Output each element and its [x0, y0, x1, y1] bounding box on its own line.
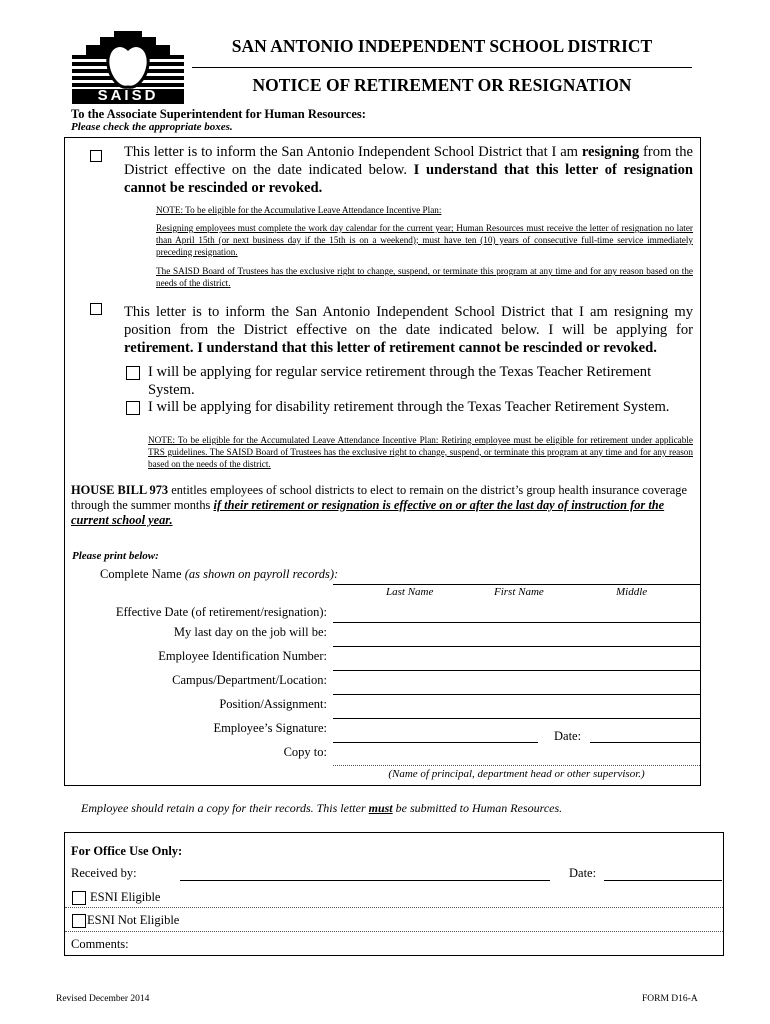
disability-retirement-label: I will be applying for disability retirement through the Texas Teacher Retirement System. — [148, 399, 670, 415]
house-bill-title: HOUSE BILL 973 — [71, 483, 169, 497]
resignation-statement — [124, 143, 693, 197]
employee-id-label: Employee Identification Number: — [158, 649, 327, 663]
resignation-note-1: Resigning employees must complete the work day calendar for the current year; Human Resources must receive the letter of resignation no later than April 15th (or next business day if the 15th is on a weekend); must have ten (10) years of consecutive full-time service immediately preceding resignation. — [156, 223, 693, 257]
esni-divider — [65, 907, 723, 908]
retain-must: must — [368, 801, 393, 815]
retirement-note: NOTE: To be eligible for the Accumulated Leave Attendance Incentive Plan: Retiring employee must be eligible for retirement under applicable TRS guidelines. The SAISD Board of Trustees has the exclusive right to change, suspend, or terminate this program at any time and for any reason based on the needs of the district. — [148, 435, 693, 469]
complete-name-field[interactable] — [333, 584, 700, 585]
retain-text-b: be submitted to Human Resources. — [395, 801, 563, 815]
house-bill-emphasis: if their retirement or resignation is effective on or after the last day of instruction for the current school year. — [71, 498, 665, 527]
disability-retirement-checkbox[interactable] — [126, 401, 140, 415]
last-day-label: My last day on the job will be: — [173, 625, 327, 639]
copy-to-field[interactable] — [333, 765, 700, 766]
house-bill-text: entitles employees of school districts to elect to remain on the district’s group health insurance coverage through the summer months — [71, 483, 687, 512]
resignation-bold-word: resigning — [581, 144, 640, 160]
resignation-bold-tail: I understand that this letter of resignation cannot be rescinded or revoked. — [124, 162, 693, 196]
retirement-checkbox[interactable] — [90, 303, 102, 315]
signature-field[interactable] — [333, 742, 538, 743]
first-name-caption: First Name — [494, 586, 544, 598]
regular-retirement-checkbox[interactable] — [126, 366, 140, 380]
esni-not-eligible-checkbox[interactable] — [72, 914, 86, 928]
received-by-label: Received by: — [71, 866, 137, 880]
complete-name-hint: (as shown on payroll records): — [184, 567, 339, 581]
esni-not-divider — [65, 931, 723, 932]
resignation-text-a: This letter is to inform the San Antonio Independent School District that I am — [124, 144, 579, 160]
esni-eligible-label: ESNI Eligible — [90, 890, 161, 904]
retirement-statement: This letter is to inform the San Antonio Independent School District that I am resigning my position from the District effective on the date indicated below. I will be applying for retirement. I understand that this letter of retirement cannot be rescinded or revoked. — [124, 304, 693, 356]
retain-text-a: Employee should retain a copy for their records. This letter — [81, 801, 366, 815]
esni-eligible-checkbox[interactable] — [72, 891, 86, 905]
effective-date-label: Effective Date (of retirement/resignation): — [115, 605, 327, 619]
signature-date-label: Date: — [554, 729, 582, 743]
resignation-checkbox[interactable] — [90, 150, 102, 162]
resignation-note-title: NOTE: To be eligible for the Accumulative Leave Attendance Incentive Plan: — [156, 205, 442, 215]
office-date-field[interactable] — [604, 880, 722, 881]
addressee: To the Associate Superintendent for Human Resources: — [71, 107, 366, 121]
office-date-label: Date: — [569, 866, 597, 880]
last-name-caption: Last Name — [386, 586, 434, 598]
position-field[interactable] — [333, 718, 700, 719]
copy-to-label: Copy to: — [283, 745, 327, 759]
check-instruction: Please check the appropriate boxes. — [71, 121, 233, 133]
campus-label: Campus/Department/Location: — [172, 673, 327, 687]
complete-name-text: Complete Name — [100, 567, 182, 581]
print-below-label: Please print below: — [72, 550, 159, 562]
regular-retirement-label: I will be applying for regular service retirement through the Texas Teacher Retirement System. — [148, 364, 652, 398]
office-use-title: For Office Use Only: — [71, 844, 183, 858]
house-bill-paragraph — [71, 483, 691, 528]
campus-field[interactable] — [333, 694, 700, 695]
signature-date-field[interactable] — [590, 742, 700, 743]
retirement-text-a: This letter is to inform the San Antonio Independent School District that I am resigning my position from the District effective on the date indicated below. I will be applying for — [124, 304, 693, 338]
complete-name-label — [100, 567, 338, 582]
last-day-field[interactable] — [333, 646, 700, 647]
retirement-bold-word: retirement — [124, 340, 190, 356]
retirement-bold-tail: I understand that this letter of retirement cannot be rescinded or revoked. — [197, 340, 657, 356]
saisd-logo — [70, 27, 186, 105]
effective-date-field[interactable] — [333, 622, 700, 623]
revised-date: Revised December 2014 — [56, 994, 150, 1004]
middle-caption: Middle — [616, 586, 648, 598]
employee-id-field[interactable] — [333, 670, 700, 671]
resignation-note-2: The SAISD Board of Trustees has the exclusive right to change, suspend, or terminate this program at any time and for any reason based on the needs of the district. — [156, 266, 693, 288]
position-label: Position/Assignment: — [219, 697, 327, 711]
header-rule — [192, 67, 692, 68]
district-name: SAN ANTONIO INDEPENDENT SCHOOL DISTRICT — [231, 36, 653, 56]
form-number: FORM D16-A — [642, 994, 698, 1004]
comments-label: Comments: — [71, 937, 129, 951]
copy-to-hint: (Name of principal, department head or other supervisor.) — [388, 768, 645, 780]
page-title: NOTICE OF RETIREMENT OR RESIGNATION — [252, 75, 632, 95]
retain-notice — [81, 801, 562, 816]
received-by-field[interactable] — [180, 880, 550, 881]
resignation-text-b: from the District effective on the date indicated below. — [124, 144, 693, 178]
signature-label: Employee’s Signature: — [213, 721, 327, 735]
logo-text: SAISD — [97, 87, 159, 104]
esni-not-eligible-label: ESNI Not Eligible — [87, 913, 180, 927]
